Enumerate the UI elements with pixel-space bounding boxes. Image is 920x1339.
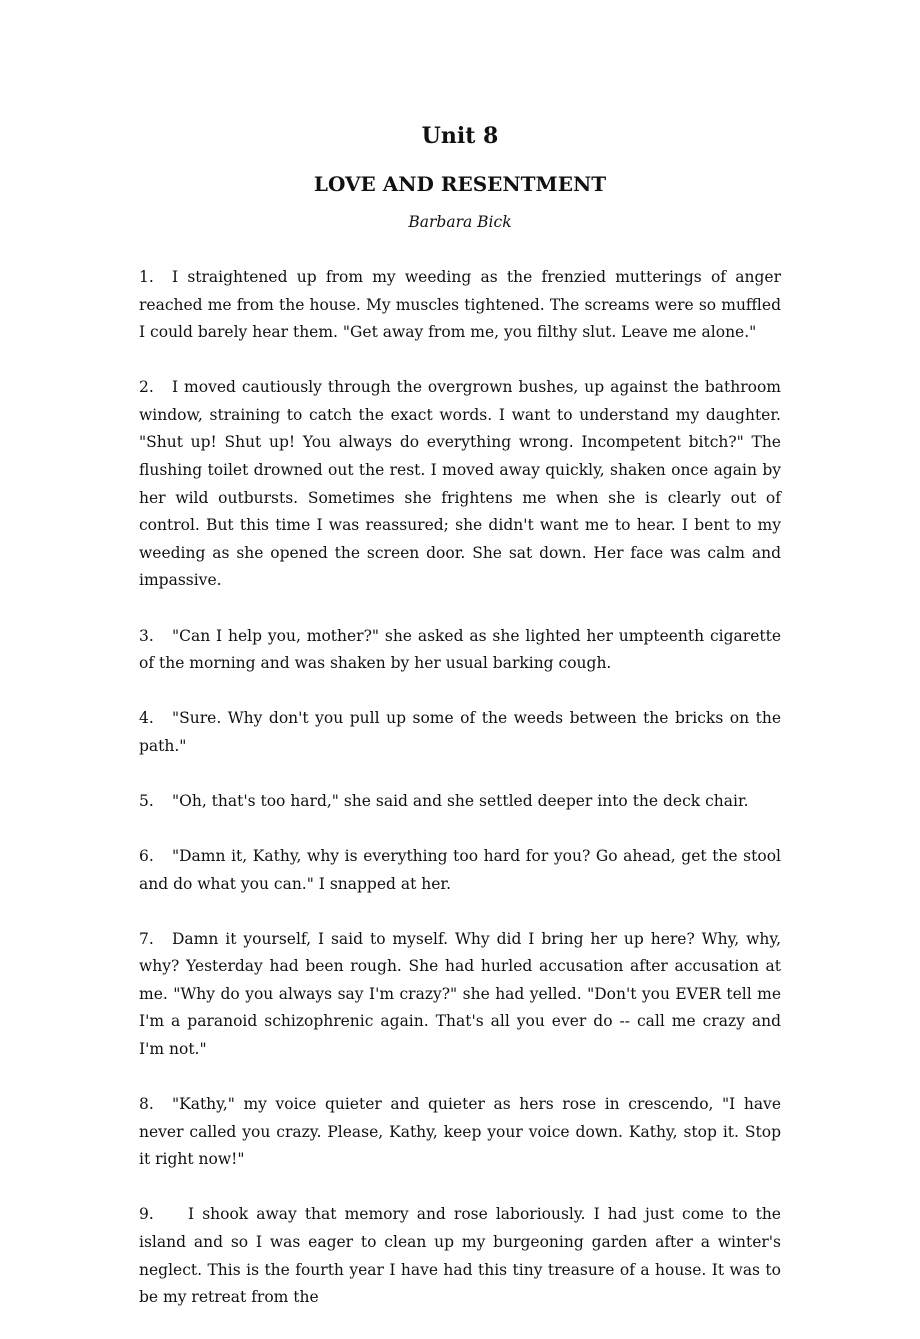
paragraph-1 [139,264,781,347]
paragraph-number: 4. [139,709,154,728]
story-body [139,264,781,1339]
paragraph-number: 6. [139,847,154,865]
paragraph-number: 5. [139,791,154,810]
story-title: LOVE AND RESENTMENT [313,172,607,196]
paragraph-text: "Sure. Why don't you pull up some of the weeds between the bricks on the path." [139,709,781,755]
paragraph-number: 7. [139,929,154,948]
paragraph-4 [139,705,781,760]
paragraph-2 [139,374,781,595]
paragraph-text: I shook away that memory and rose laboriously. I had just come to the island and so I was eager to clean up my burgeoning garden after a winter's neglect. This is the fourth year I have had this tiny treasure of a house. It was to be my retreat from the [139,1205,781,1307]
author-name: Barbara Bick [408,213,512,231]
paragraph-number: 3. [139,626,154,645]
paragraph-7 [139,926,781,1064]
paragraph-text: I moved cautiously through the overgrown bushes, up against the bathroom window, straining to catch the exact words. I want to understand my daughter. "Shut up! Shut up! You always do everything wrong. Incompetent bitch?" The flushing toilet drowned out the rest. I moved away quickly, shaken once again by her wild outbursts. Sometimes she frightens me when she is clearly out of control. But this time I was reassured; she didn't want me to hear. I bent to my weeding as she opened the screen door. She sat down. Her face was calm and impassive. [139,378,781,590]
paragraph-3 [139,623,781,678]
paragraph-number: 8. [139,1095,154,1114]
paragraph-8 [139,1091,781,1174]
paragraph-text: Damn it yourself, I said to myself. Why did I bring her up here? Why, why, why? Yesterday had been rough. She had hurled accusation after accusation at me. "Why do you always say I'm crazy?" she had yelled. "Don't you EVER tell me I'm a paranoid schizophrenic again. That's all you ever do -- call me crazy and I'm not." [139,929,781,1059]
paragraph-text: I straightened up from my weeding as the frenzied mutterings of anger reached me from the house. My muscles tightened. The screams were so muffled I could barely hear them. "Get away from me, you filthy slut. Leave me alone." [139,268,781,342]
paragraph-6 [139,843,781,898]
unit-heading: Unit 8 [421,123,499,149]
paragraph-5 [139,788,781,816]
paragraph-number: 9. [139,1205,154,1224]
paragraph-text: "Damn it, Kathy, why is everything too hard for you? Go ahead, get the stool and do what you can." I snapped at her. [139,847,781,893]
paragraph-text: "Oh, that's too hard," she said and she settled deeper into the deck chair. [172,791,749,810]
paragraph-number: 2. [139,378,154,397]
paragraph-text: "Kathy," my voice quieter and quieter as hers rose in crescendo, "I have never called you crazy. Please, Kathy, keep your voice down. Kathy, stop it. Stop it right now!" [139,1095,781,1169]
paragraph-text: "Can I help you, mother?" she asked as she lighted her umpteenth cigarette of the morning and was shaken by her usual barking cough. [139,626,781,673]
paragraph-number: 1. [139,268,154,286]
paragraph-9 [139,1201,781,1311]
